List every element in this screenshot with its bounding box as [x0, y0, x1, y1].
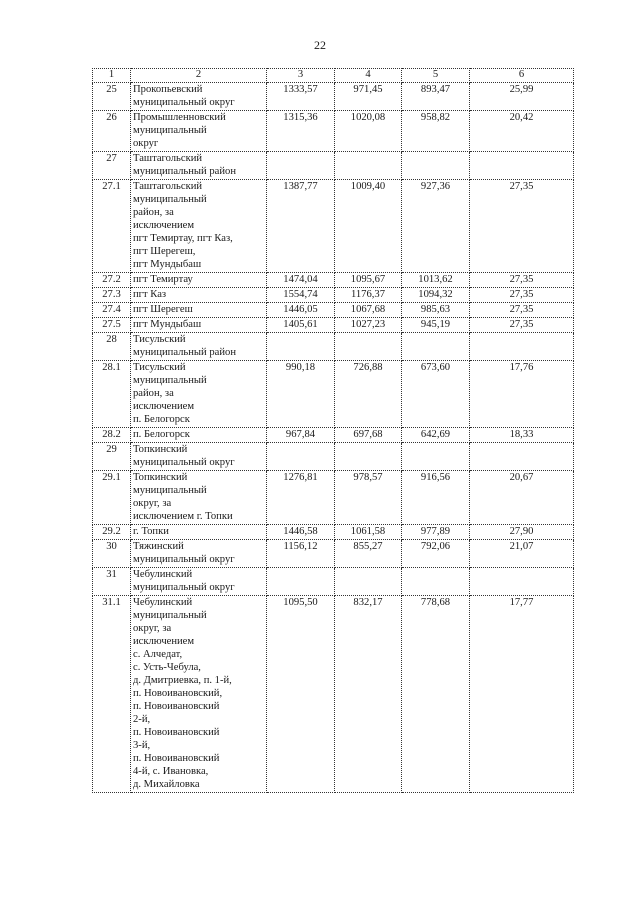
value-cell-col5: 927,36: [402, 180, 470, 273]
territory-name-cell: Топкинский муниципальный округ: [131, 443, 267, 471]
row-number-cell: 31: [93, 568, 131, 596]
row-number-cell: 28: [93, 333, 131, 361]
value-cell-col3: [267, 443, 335, 471]
table-row: [93, 303, 574, 318]
table-row: [93, 318, 574, 333]
row-number-cell: 30: [93, 540, 131, 568]
value-cell-col3: [267, 333, 335, 361]
value-cell-col5: 1094,32: [402, 288, 470, 303]
value-cell-col4: [335, 443, 402, 471]
row-number-cell: 26: [93, 111, 131, 152]
territory-name-cell: Тисульский муниципальный район: [131, 333, 267, 361]
value-cell-col5: 1013,62: [402, 273, 470, 288]
value-cell-col6: [470, 443, 574, 471]
table-row: [93, 428, 574, 443]
value-cell-col6: 21,07: [470, 540, 574, 568]
column-header: 1: [93, 69, 131, 83]
value-cell-col5: [402, 568, 470, 596]
value-cell-col4: 1061,58: [335, 525, 402, 540]
value-cell-col4: 855,27: [335, 540, 402, 568]
value-cell-col4: 1067,68: [335, 303, 402, 318]
value-cell-col5: [402, 152, 470, 180]
value-cell-col4: 697,68: [335, 428, 402, 443]
value-cell-col4: 1176,37: [335, 288, 402, 303]
table-row: [93, 568, 574, 596]
territory-name-cell: пгт Шерегеш: [131, 303, 267, 318]
row-number-cell: 27.4: [93, 303, 131, 318]
table-row: [93, 361, 574, 428]
value-cell-col6: 25,99: [470, 83, 574, 111]
territory-name-cell: Прокопьевский муниципальный округ: [131, 83, 267, 111]
value-cell-col5: [402, 443, 470, 471]
value-cell-col6: 27,35: [470, 288, 574, 303]
value-cell-col6: 17,77: [470, 596, 574, 793]
value-cell-col5: 985,63: [402, 303, 470, 318]
table-row: [93, 180, 574, 273]
table-row: [93, 273, 574, 288]
value-cell-col3: [267, 568, 335, 596]
value-cell-col5: 893,47: [402, 83, 470, 111]
table-row: [93, 443, 574, 471]
territory-name-cell: Топкинский муниципальный округ, за исключением г. Топки: [131, 471, 267, 525]
table-row: [93, 471, 574, 525]
tariff-table: [92, 68, 574, 793]
row-number-cell: 27.2: [93, 273, 131, 288]
table-row: [93, 111, 574, 152]
table-row: [93, 333, 574, 361]
value-cell-col3: 1405,61: [267, 318, 335, 333]
value-cell-col3: 1446,58: [267, 525, 335, 540]
value-cell-col4: 971,45: [335, 83, 402, 111]
row-number-cell: 31.1: [93, 596, 131, 793]
row-number-cell: 29.2: [93, 525, 131, 540]
value-cell-col3: 1276,81: [267, 471, 335, 525]
table-row: [93, 596, 574, 793]
value-cell-col6: [470, 152, 574, 180]
table-row: [93, 83, 574, 111]
value-cell-col5: 792,06: [402, 540, 470, 568]
value-cell-col6: 20,67: [470, 471, 574, 525]
column-header: 6: [470, 69, 574, 83]
territory-name-cell: п. Белогорск: [131, 428, 267, 443]
territory-name-cell: Таштагольский муниципальный район: [131, 152, 267, 180]
value-cell-col4: 1020,08: [335, 111, 402, 152]
territory-name-cell: пгт Мундыбаш: [131, 318, 267, 333]
territory-name-cell: Промышленновский муниципальный округ: [131, 111, 267, 152]
row-number-cell: 28.1: [93, 361, 131, 428]
page-number: 22: [314, 38, 326, 52]
value-cell-col3: 1446,05: [267, 303, 335, 318]
value-cell-col3: 1474,04: [267, 273, 335, 288]
value-cell-col3: 1333,57: [267, 83, 335, 111]
row-number-cell: 27.5: [93, 318, 131, 333]
value-cell-col4: [335, 152, 402, 180]
value-cell-col6: 27,35: [470, 318, 574, 333]
column-header: 3: [267, 69, 335, 83]
value-cell-col6: 27,35: [470, 303, 574, 318]
column-header: 2: [131, 69, 267, 83]
territory-name-cell: Чебулинский муниципальный округ: [131, 568, 267, 596]
value-cell-col6: 27,35: [470, 180, 574, 273]
territory-name-cell: пгт Каз: [131, 288, 267, 303]
value-cell-col6: 20,42: [470, 111, 574, 152]
value-cell-col4: 726,88: [335, 361, 402, 428]
row-number-cell: 27.1: [93, 180, 131, 273]
value-cell-col3: 990,18: [267, 361, 335, 428]
row-number-cell: 27.3: [93, 288, 131, 303]
value-cell-col4: 1095,67: [335, 273, 402, 288]
row-number-cell: 29: [93, 443, 131, 471]
table-row: [93, 288, 574, 303]
territory-name-cell: Таштагольский муниципальный район, за исключением пгт Темиртау, пгт Каз, пгт Шерегеш, пгт Мундыбаш: [131, 180, 267, 273]
value-cell-col3: 1156,12: [267, 540, 335, 568]
territory-name-cell: Тяжинский муниципальный округ: [131, 540, 267, 568]
territory-name-cell: г. Топки: [131, 525, 267, 540]
value-cell-col3: 1387,77: [267, 180, 335, 273]
value-cell-col5: 916,56: [402, 471, 470, 525]
value-cell-col3: 1554,74: [267, 288, 335, 303]
value-cell-col5: 778,68: [402, 596, 470, 793]
value-cell-col4: 1009,40: [335, 180, 402, 273]
territory-name-cell: Тисульский муниципальный район, за исключением п. Белогорск: [131, 361, 267, 428]
value-cell-col6: 17,76: [470, 361, 574, 428]
value-cell-col5: 958,82: [402, 111, 470, 152]
value-cell-col5: 977,89: [402, 525, 470, 540]
row-number-cell: 27: [93, 152, 131, 180]
value-cell-col6: 27,35: [470, 273, 574, 288]
territory-name-cell: пгт Темиртау: [131, 273, 267, 288]
value-cell-col3: [267, 152, 335, 180]
table-row: [93, 152, 574, 180]
value-cell-col5: [402, 333, 470, 361]
value-cell-col3: 1095,50: [267, 596, 335, 793]
table-row: [93, 525, 574, 540]
table-header-row: [93, 69, 574, 83]
column-header: 5: [402, 69, 470, 83]
value-cell-col4: 1027,23: [335, 318, 402, 333]
value-cell-col5: 673,60: [402, 361, 470, 428]
value-cell-col6: [470, 568, 574, 596]
row-number-cell: 28.2: [93, 428, 131, 443]
value-cell-col6: [470, 333, 574, 361]
value-cell-col4: [335, 568, 402, 596]
value-cell-col6: 18,33: [470, 428, 574, 443]
table-row: [93, 540, 574, 568]
value-cell-col4: [335, 333, 402, 361]
value-cell-col5: 945,19: [402, 318, 470, 333]
value-cell-col3: 967,84: [267, 428, 335, 443]
value-cell-col6: 27,90: [470, 525, 574, 540]
value-cell-col3: 1315,36: [267, 111, 335, 152]
territory-name-cell: Чебулинский муниципальный округ, за исключением с. Алчедат, с. Усть-Чебула, д. Дмитриевка, п. 1-й, п. Новоивановский, п. Новоивановский 2-й, п. Новоивановский 3-й, п. Новоивановский 4-й, с. Ивановка, д. Михайловка: [131, 596, 267, 793]
value-cell-col4: 832,17: [335, 596, 402, 793]
column-header: 4: [335, 69, 402, 83]
row-number-cell: 29.1: [93, 471, 131, 525]
value-cell-col5: 642,69: [402, 428, 470, 443]
value-cell-col4: 978,57: [335, 471, 402, 525]
row-number-cell: 25: [93, 83, 131, 111]
